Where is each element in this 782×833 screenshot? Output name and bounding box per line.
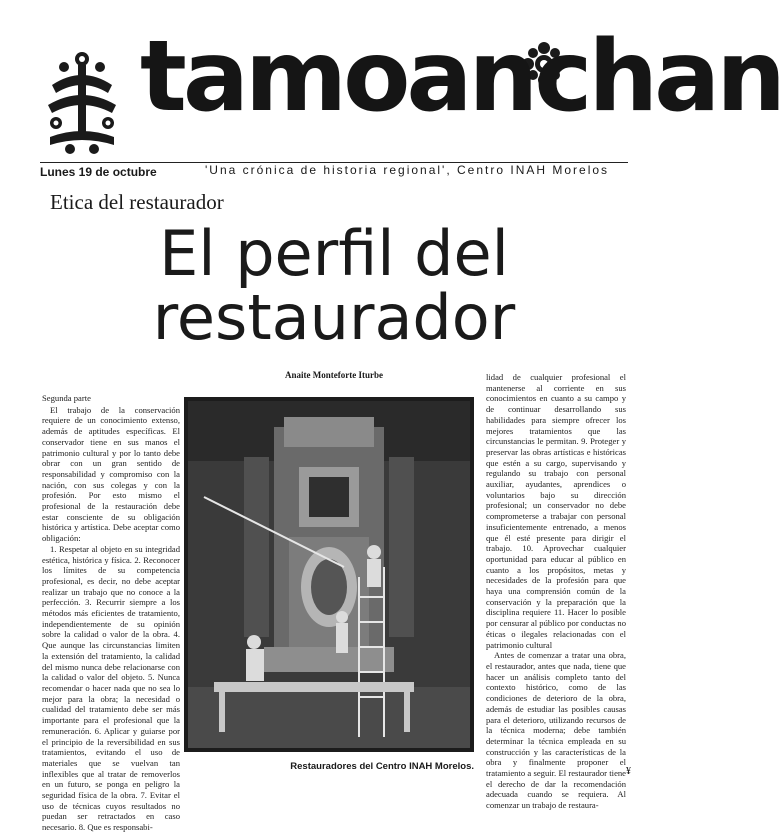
left-paragraph-1: El trabajo de la conservación requiere de un conocimiento extenso, además de aptitudes específicas. El conservador tiene en sus manos el patrimonio cultural y por lo tanto debe obrar con un gran sentido de responsabilidad y compromiso con la nación, con sus colegas y con la profesión. Por esto mismo el profesional de la restauración debe estar consciente de su obligación histórica y artística. Debe aceptar como obligación: [42,404,180,544]
headline-line-2: restaurador [152,281,516,354]
masthead-title: tamoanchan [140,20,782,134]
right-column [486,372,626,811]
headline-line-1: El perfil del [159,217,509,290]
section-title: Etica del restaurador [50,190,224,214]
byline: Anaite Monteforte Iturbe [285,370,383,380]
photo-caption: Restauradores del Centro INAH Morelos. [290,761,474,772]
article-photo [184,397,474,752]
article-headline [40,217,628,354]
left-column [42,393,180,833]
right-paragraph-2: Antes de comenzar a tratar una obra, el restaurador, antes que nada, tiene que hacer un análisis completo tanto del contexto histórico, como de las condiciones de deterioro de la obra, además de estudiar las posibles causas para el deterioro, utilizando recursos de la técnica moderna; debe también determinar la técnica empleada en su construcción y las características de la obra y finalmente proponer el tratamiento a seguir. El restaurador tiene el derecho de dar la recomendación adecuada cuando se requiera. Al comenzar un trabajo de restaura- [486,650,626,811]
right-paragraph-1: lidad de cualquier profesional el mantenerse al corriente en sus conocimientos en cuanto a su campo y de continuar desarrollando sus habilidades para siempre ofrecer los mejores tratamientos que las circunstancias le permitan. 9. Proteger y preservar las obras artísticas e históricas que estén a su cargo, supervisando y regulando su trabajo con personal auxiliar, ayudantes, aprendices o voluntarios bajo su dirección profesional; un conservador no debe comprometerse a trabajar con personal insuficientemente entrenado, a menos que él esté presente para dirigir el trabajo. 10. Aprovechar cualquier oportunidad para educar al público en cuanto a los propósitos, metas y necesidades de la profesión para que haya una comprensión común de la conservación y la preparación que la disciplina requiere 11. Hacer lo posible por censurar al público por conductas no éticas o ilegales relacionadas con el patrimonio cultural [486,372,626,650]
issue-date: Lunes 19 de octubre [40,165,157,179]
left-paragraph-2: 1. Respetar al objeto en su integridad estética, histórica y física. 2. Reconocer los límites de su competencia profesional, es decir, no debe aceptar realizar un trabajo que no conoce a la perfección. 3. Recurrir siempre a los métodos más eficientes de tratamiento, independientemente de su opinión sobre la calidad o valor de la obra. 4. Que aunque las circunstancias limiten la extensión del tratamiento, la calidad del mismo nunca debe relacionarse con la calidad o valor del objeto. 5. Nunca recomendar o hacer nada que no sea lo mejor para la obra; la necesidad o cualidad del tratamiento debe ser más importante para el profesional que la remuneración. 6. Aplicar y guiarse por el principio de la reversibilidad en sus tratamientos, evitando el uso de materiales que se vuelvan tan inflexibles que al tratar de removerlos en un futuro, se ponga en peligro la seguridad física de la obra. 7. Evitar el uso de técnicas cuyos resultados no puedan ser retractados en caso necesario. 8. Que es responsabi- [42,543,180,833]
tamoanchan-glyph-logo [42,45,122,157]
column-subhead: Segunda parte [42,393,91,403]
page-mark: ¥ [626,766,631,777]
masthead-tagline: 'Una crónica de historia regional', Centro INAH Morelos [205,163,610,177]
